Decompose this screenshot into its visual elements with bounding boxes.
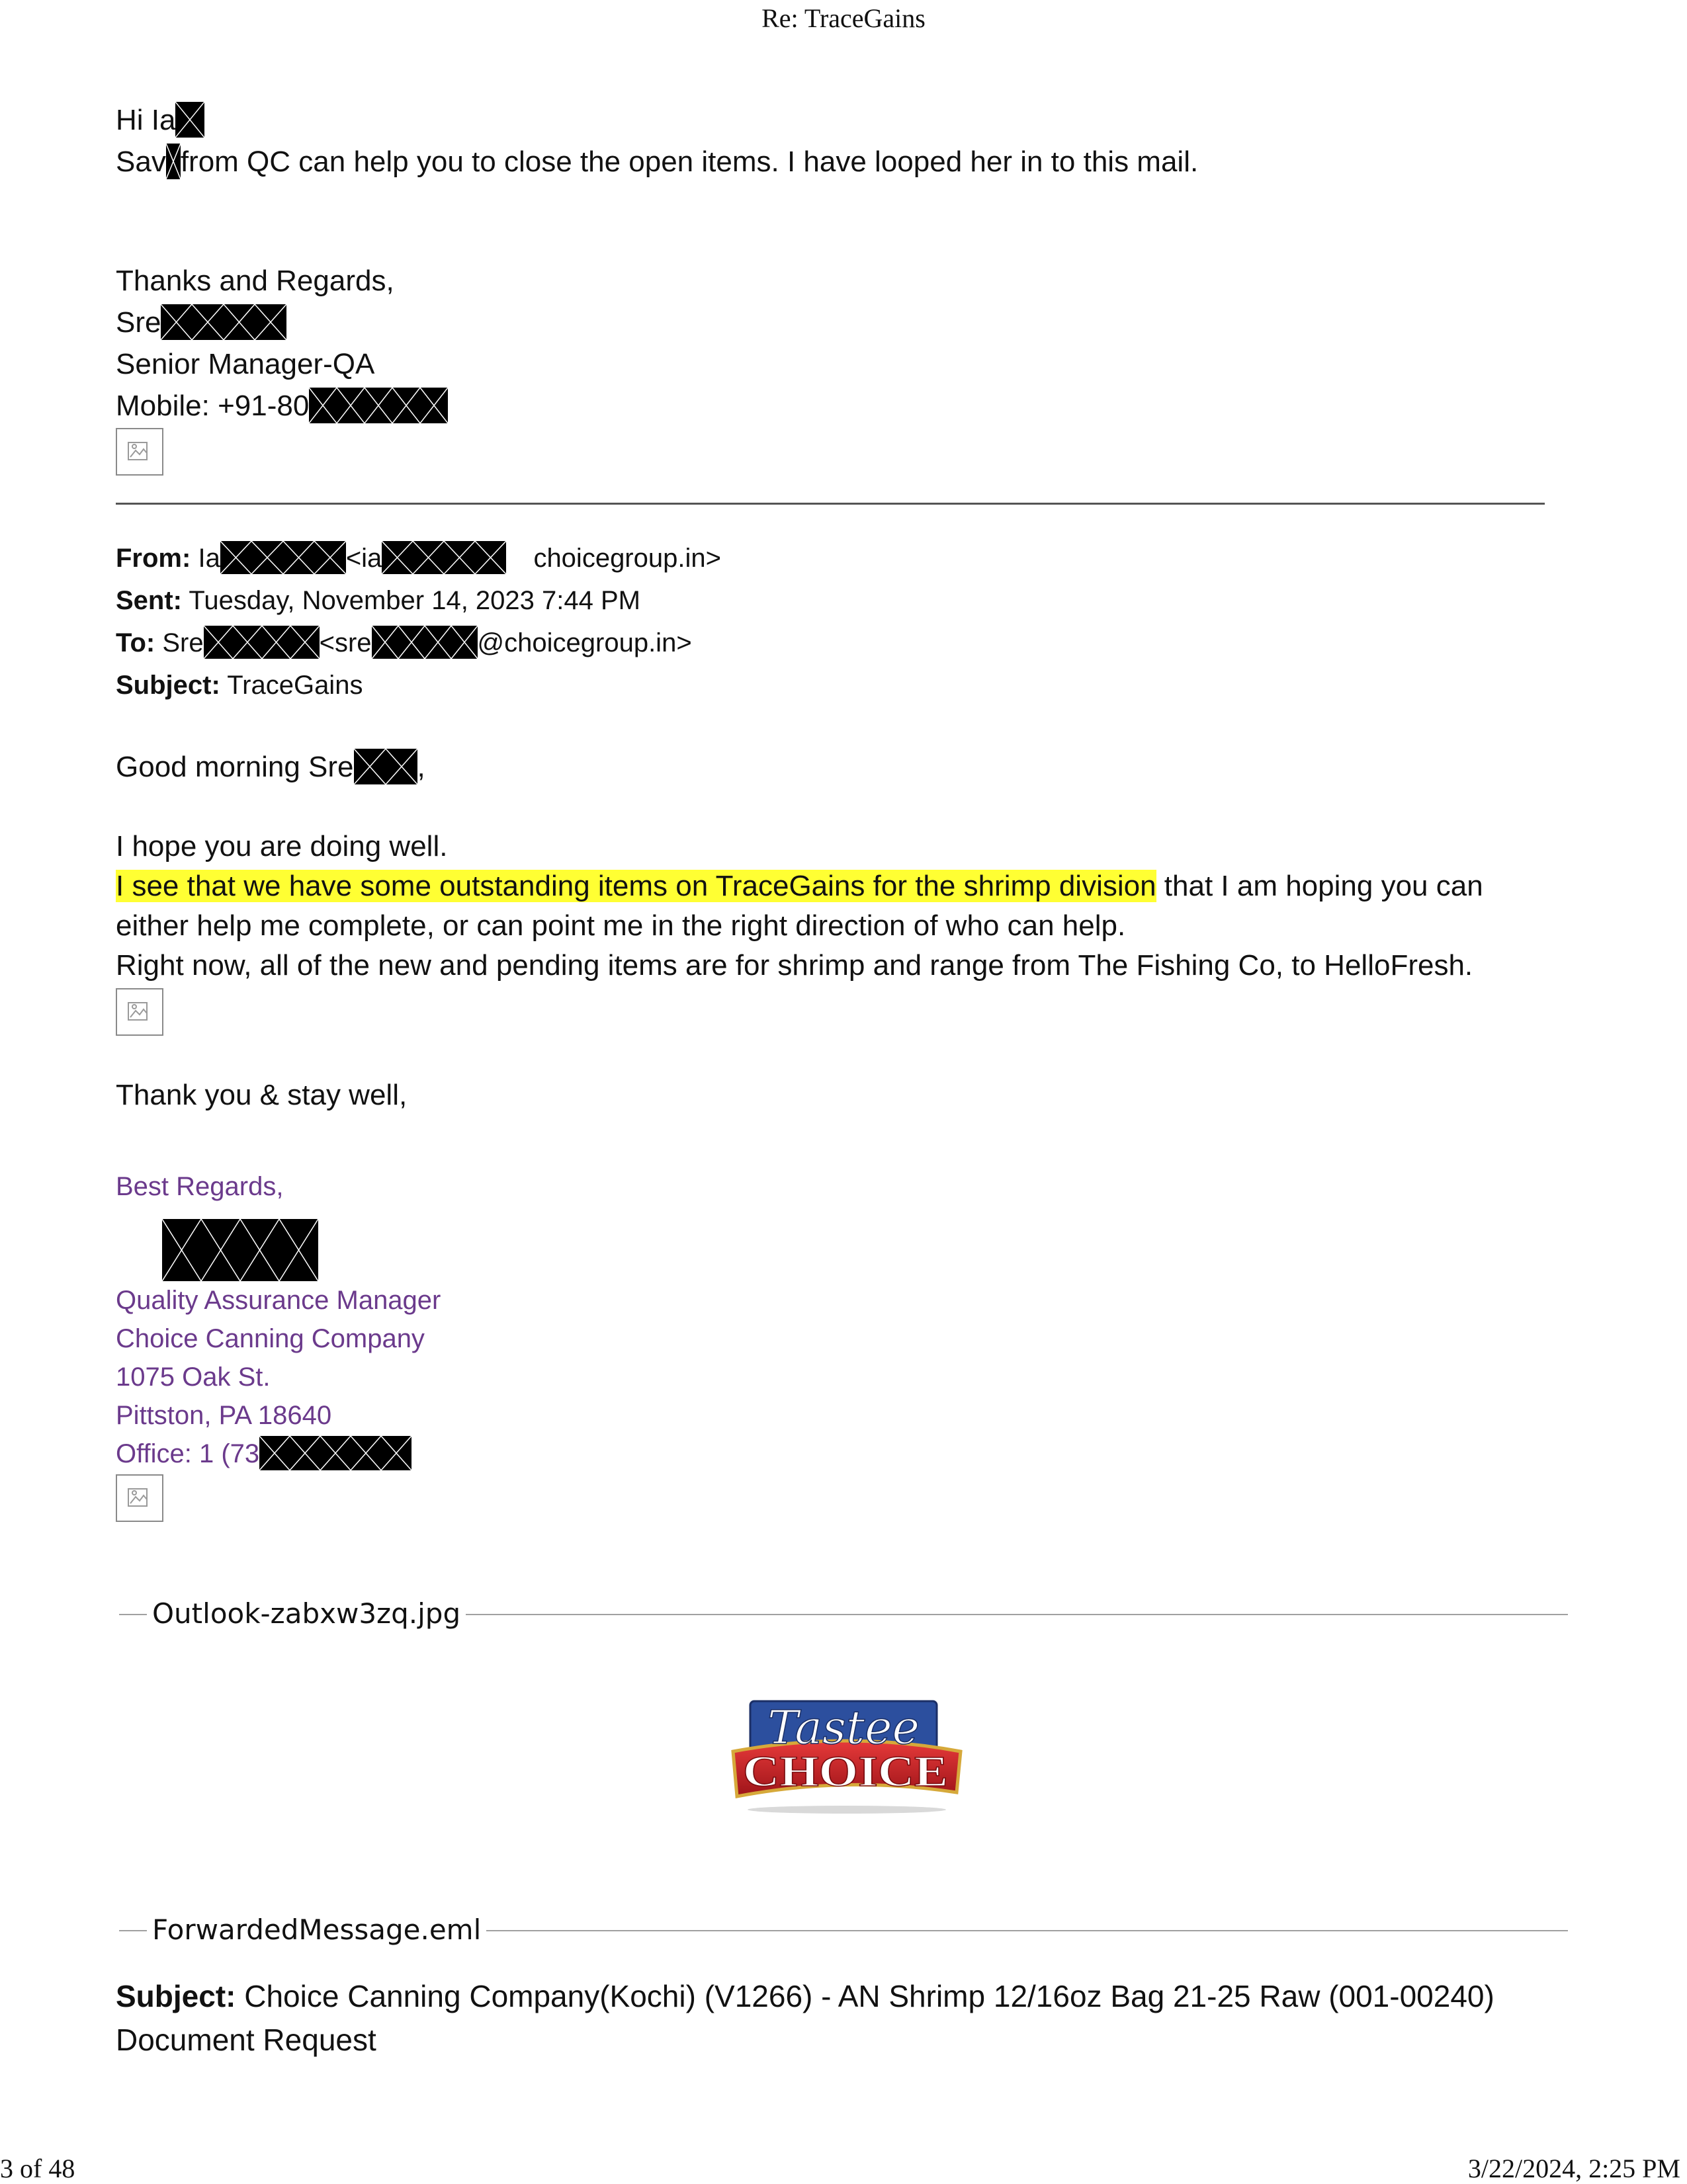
forwarded-subject-line-2: Document Request [116,2023,376,2057]
signature-title: Quality Assurance Manager [116,1286,441,1315]
tastee-choice-logo [728,1693,966,1816]
original-body [116,747,1483,1115]
redaction-box [372,626,478,659]
to-line: To: Sre <sre @choicegroup.in> [116,622,721,664]
reply-greeting: Hi Ia [116,99,1198,141]
signature-block [116,1167,441,1522]
redaction-box [259,1436,411,1470]
redaction-box [161,304,286,340]
attachment-eml-name[interactable]: ForwardedMessage.eml [147,1914,486,1946]
signature-best-regards: Best Regards, [116,1172,284,1201]
redaction-box [220,541,346,574]
from-line: From: Ia <ia choicegroup.in> [116,537,721,579]
original-greeting: Good morning Sre , [116,747,1483,787]
original-line-2: I see that we have some outstanding items on TraceGains for the shrimp division that I am hoping you can [116,870,1483,902]
reply-closing: Thanks and Regards, [116,265,394,297]
subject-line: Subject: TraceGains [116,671,363,700]
redaction-box [204,626,320,659]
signature-company: Choice Canning Company [116,1324,425,1353]
forwarded-subject-line-1: Subject: Choice Canning Company(Kochi) (V1266) - AN Shrimp 12/16oz Bag 21-25 Raw (001-00240) [116,1979,1494,2013]
original-message [116,537,721,706]
highlighted-text: I see that we have some outstanding items on TraceGains for the shrimp division [116,870,1156,902]
redaction-box [382,541,506,574]
broken-image-icon [116,1474,163,1522]
original-line-4: Right now, all of the new and pending items are for shrimp and range from The Fishing Co, to HelloFresh. [116,949,1473,982]
redaction-box [162,1219,318,1281]
redaction-box [175,102,204,138]
page-number: 3 of 48 [0,2154,75,2183]
reply-mobile: Mobile: +91-80 [116,385,1198,427]
redaction-box [166,144,181,179]
reply-signer-name: Sre [116,302,1198,343]
redaction-box [309,388,448,423]
original-thanks: Thank you & stay well, [116,1079,408,1111]
logo-bottom-text: CHOICE [743,1747,948,1796]
broken-image-icon [116,428,163,476]
page-header-title: Re: TraceGains [761,3,926,33]
print-datetime: 3/22/2024, 2:25 PM [1467,2154,1680,2183]
original-line-1: I hope you are doing well. [116,830,448,862]
reply-signer-role: Senior Manager-QA [116,348,375,380]
signature-city: Pittston, PA 18640 [116,1401,332,1430]
reply-body: Sav from QC can help you to close the open items. I have looped her in to this mail. [116,141,1198,183]
signature-office: Office: 1 (73 [116,1435,441,1473]
reply-divider [116,503,1545,505]
sent-line: Sent: Tuesday, November 14, 2023 7:44 PM [116,586,640,615]
logo-top-text: Tastee [767,1701,920,1755]
original-line-3: either help me complete, or can point me in the right direction of who can help. [116,909,1126,942]
broken-image-icon [116,988,163,1036]
attachment-image-name[interactable]: Outlook-zabxw3zq.jpg [147,1598,466,1630]
forwarded-subject [116,1974,1494,2062]
reply-block [116,99,1198,476]
signature-street: 1075 Oak St. [116,1363,271,1392]
redaction-box [354,749,417,784]
